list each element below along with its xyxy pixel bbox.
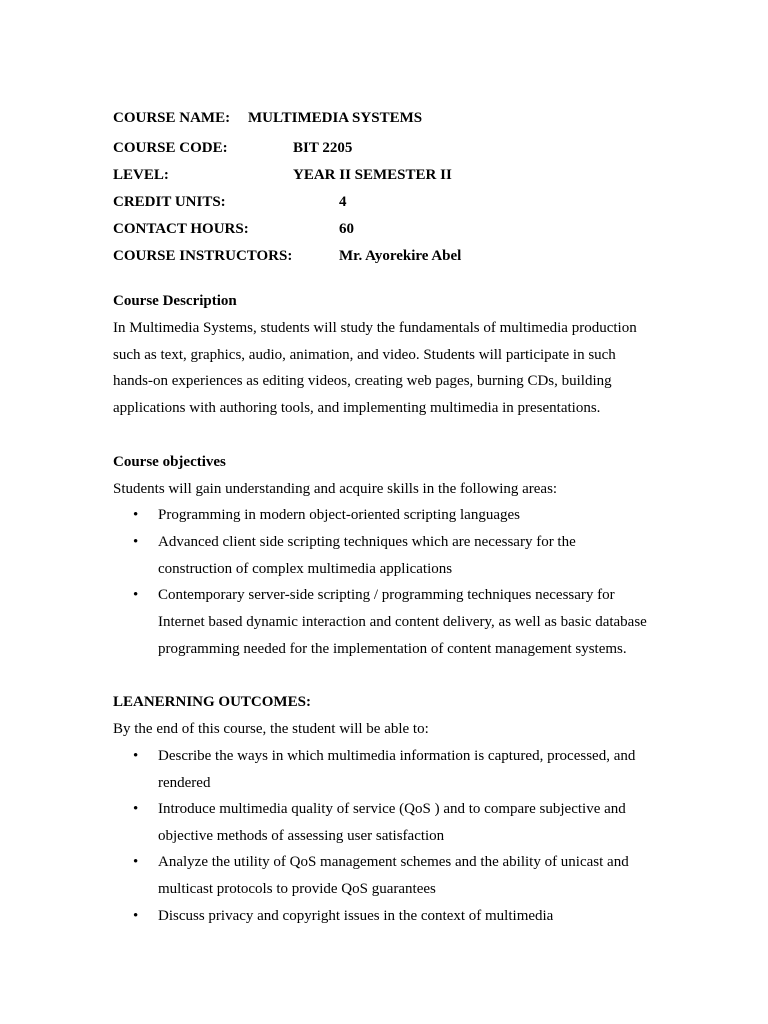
objective-item-line: programming needed for the implementation of content management systems.: [158, 641, 627, 657]
objective-item-line: Programming in modern object-oriented scripting languages: [158, 507, 520, 523]
objective-item-line: Advanced client side scripting techniques which are necessary for the: [158, 534, 576, 550]
description-heading: Course Description: [113, 293, 237, 309]
course-code-value: BIT 2205: [293, 140, 353, 156]
level-label: LEVEL:: [113, 167, 169, 183]
bullet-icon: •: [133, 801, 139, 817]
objective-item-line: Internet based dynamic interaction and content delivery, as well as basic database: [158, 614, 647, 630]
outcome-item-line: rendered: [158, 775, 211, 791]
bullet-icon: •: [133, 748, 139, 764]
outcome-item-line: Introduce multimedia quality of service (QoS ) and to compare subjective and: [158, 801, 626, 817]
course-code-label: COURSE CODE:: [113, 140, 228, 156]
outcomes-heading: LEANERNING OUTCOMES:: [113, 694, 311, 710]
objective-item-line: construction of complex multimedia applications: [158, 561, 453, 577]
bullet-icon: •: [133, 908, 139, 924]
course-instructors-value: Mr. Ayorekire Abel: [339, 248, 462, 264]
objective-item-line: Contemporary server-side scripting / programming techniques necessary for: [158, 587, 615, 603]
outcome-item-line: Analyze the utility of QoS management schemes and the ability of unicast and: [158, 854, 629, 870]
course-instructors-label: COURSE INSTRUCTORS:: [113, 248, 293, 264]
outcome-item-line: multicast protocols to provide QoS guarantees: [158, 881, 436, 897]
credit-units-label: CREDIT UNITS:: [113, 194, 226, 210]
level-value: YEAR II SEMESTER II: [293, 167, 452, 183]
outcome-item-line: Discuss privacy and copyright issues in the context of multimedia: [158, 908, 554, 924]
bullet-icon: •: [133, 507, 139, 523]
bullet-icon: •: [133, 854, 139, 870]
outcomes-intro: By the end of this course, the student will be able to:: [113, 721, 429, 737]
course-name-value: MULTIMEDIA SYSTEMS: [248, 110, 423, 126]
contact-hours-label: CONTACT HOURS:: [113, 221, 249, 237]
description-line: hands-on experiences as editing videos, creating web pages, burning CDs, building: [113, 373, 612, 389]
outcome-item-line: objective methods of assessing user satisfaction: [158, 828, 445, 844]
objectives-heading: Course objectives: [113, 454, 226, 470]
description-line: applications with authoring tools, and implementing multimedia in presentations.: [113, 400, 601, 416]
description-line: In Multimedia Systems, students will study the fundamentals of multimedia production: [113, 320, 637, 336]
description-line: such as text, graphics, audio, animation, and video. Students will participate in such: [113, 347, 616, 363]
bullet-icon: •: [133, 587, 139, 603]
credit-units-value: 4: [339, 194, 347, 210]
bullet-icon: •: [133, 534, 139, 550]
contact-hours-value: 60: [339, 221, 354, 237]
course-name-label: COURSE NAME:: [113, 110, 231, 126]
outcome-item-line: Describe the ways in which multimedia information is captured, processed, and: [158, 748, 636, 764]
objectives-intro: Students will gain understanding and acquire skills in the following areas:: [113, 481, 558, 497]
